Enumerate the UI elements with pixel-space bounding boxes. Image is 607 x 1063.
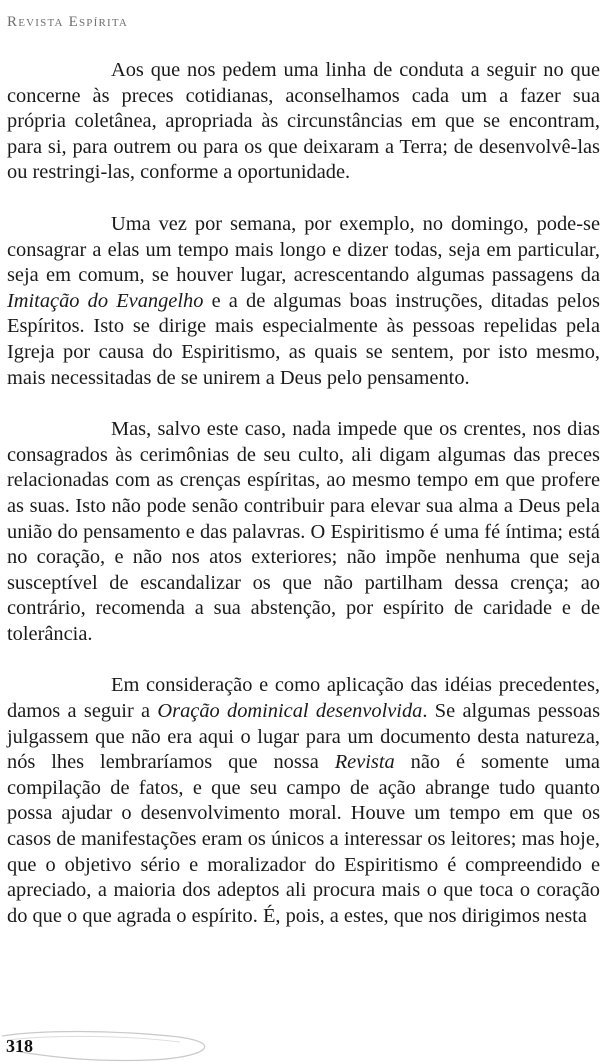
paragraph-4 xyxy=(7,673,600,929)
paragraph-text: Uma vez por semana, por exemplo, no domingo, pode-se consagrar a elas um tempo mais longo e dizer todas, seja em particular, seja em comum, se houver lugar, acrescentando algumas passagens da xyxy=(7,212,600,287)
paragraph-text: e a de algumas boas instruções, ditadas pelos Espíritos. Isto se dirige mais especialmente às pessoas repelidas pela Igreja por causa do Espiritismo, as quais se sentem, por isto mesmo, mais necessitadas de se unirem a Deus pelo pensamento. xyxy=(7,289,600,389)
paragraph-text: Mas, salvo este caso, nada impede que os crentes, nos dias consagrados às cerimônias de seu culto, ali digam algumas das preces relacionadas com as crenças espíritas, ao mesmo tempo em que profere as suas. Isto não pode senão contribuir para elevar sua alma a Deus pela união do pensamento e das palavras. O Espiritismo é uma fé íntima; está no coração, e não nos atos exteriores; não impõe nenhuma que seja susceptível de escandalizar os que não partilham dessa crença; ao contrário, recomenda a sua abstenção, por espírito de caridade e de tolerância. xyxy=(7,418,600,645)
paragraph-2 xyxy=(7,212,600,391)
page-footer xyxy=(0,1028,260,1063)
italic-title: Oração dominical desenvolvida xyxy=(157,700,423,723)
paragraph-3 xyxy=(7,417,600,647)
paragraph-text: Em consideração e como aplicação das idéias precedentes, damos a seguir a xyxy=(7,674,600,723)
body-text xyxy=(7,58,600,929)
paragraph-1 xyxy=(7,58,600,186)
paragraph-text: . Se algumas pessoas julgassem que não era aqui o lugar para um documento desta natureza, nós lhes lembraríamos que nossa xyxy=(7,700,601,774)
paragraph-text: Aos que nos pedem uma linha de conduta a seguir no que concerne às preces cotidianas, aconselhamos cada um a fazer sua própria coletânea, apropriada às circunstâncias em que se encontram, para si, para outrem ou para os que deixaram a Terra; de desenvolvê-las ou restringi-las, conforme a oportunidade. xyxy=(7,59,600,184)
italic-title: Revista xyxy=(334,751,395,774)
italic-title: Imitação do Evangelho xyxy=(7,289,204,312)
swirl-ornament-icon xyxy=(0,1028,260,1063)
paragraph-text: não é somente uma compilação de fatos, e que seu campo de ação abrange tudo quanto possa ajudar o desenvolvimento moral. Houve um tempo em que os casos de manifestações eram os únicos a interessar os leitores; mas hoje, que o objetivo sério e moralizador do Espiritismo é compreendido e apreciado, a maioria dos adeptos ali procura mais o que toca o coração do que o que agrada o espírito. É, pois, a estes, que nos dirigimos nesta xyxy=(7,751,600,927)
running-header: Revista Espírita xyxy=(7,14,129,30)
page-number: 318 xyxy=(6,1036,33,1056)
